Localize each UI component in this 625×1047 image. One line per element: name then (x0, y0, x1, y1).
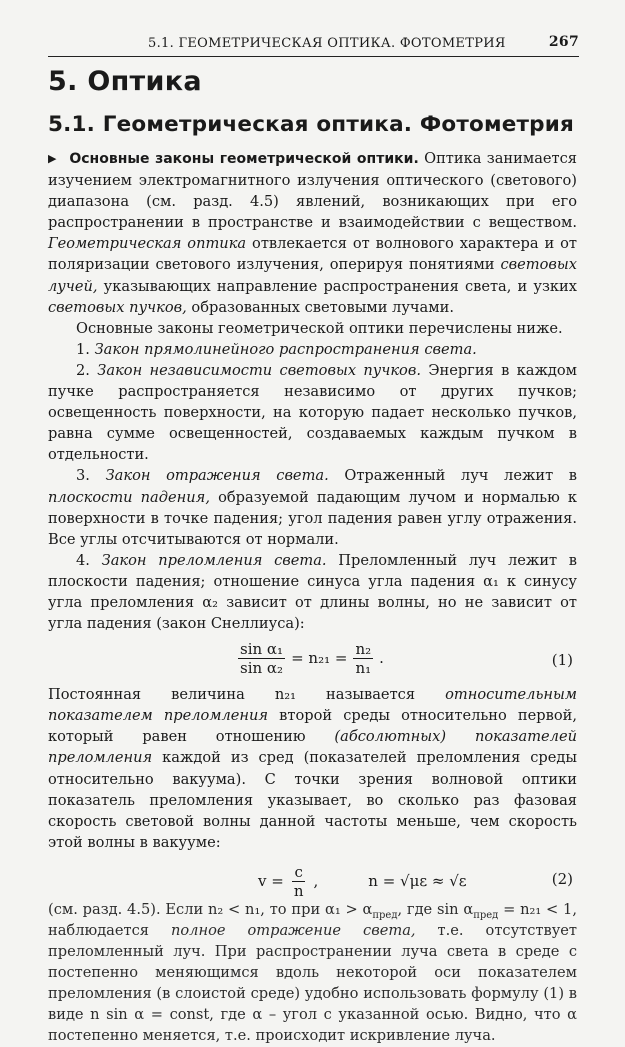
law-2-title: Закон независимости световых пучков. (97, 361, 421, 379)
final-text-c: = n₂₁ < 1, наблюдается (48, 900, 577, 939)
formula-2-denominator: n (293, 881, 304, 900)
intro-lead: Основные законы геометрической оптики. (69, 151, 419, 167)
intro-term-3: световых пучков, (48, 298, 187, 316)
law-2 (48, 360, 577, 465)
law-4-text: Преломленный луч лежит в плоскости падения; отношение синуса угла падения α₁ к синусу угла преломления α₂ зависит от длины волны, но не зависит от угла падения (закон Снеллиуса): (48, 551, 578, 633)
formula-1-denominator: sin α₂ (240, 659, 284, 678)
law-2-text: Энергия в каждом пучке распространяется независимо от других пучков; освещенность поверхности, на которую падает несколько пучков, равна сумме освещенностей, создаваемых каждым пучком в отдельности. (48, 361, 578, 464)
after-formula-1 (48, 684, 577, 853)
law-3-text: Отраженный луч лежит в (344, 467, 578, 485)
law-1-number: 1. (76, 340, 90, 358)
after-1-text: Постоянная величина n₂₁ называется (48, 686, 416, 704)
law-3-title: Закон отражения света. (105, 467, 329, 485)
intro-text-3: указывающих направление распространения света, и узких (103, 277, 578, 295)
law-1 (48, 339, 577, 360)
formula-1-end: . (379, 649, 384, 668)
final-text-2: т.е. отсутствует преломленный луч. При распространении луча света в среде с постепенно меняющимся вдоль некоторой оси показателем преломления (в слоистой среде) удобно использовать формулу (1) в виде n sin α = const, где α – угол с указанной осью. Видно, что α постепенно меняется, т.е. происходит искривление луча. (48, 922, 577, 1045)
triangle-bullet-icon: ▶ (48, 152, 57, 165)
chapter-title: 5. Оптика (48, 66, 202, 97)
intro-text: Оптика занимается изучением электромагнитного излучения оптического (светового) диапазона (см. разд. 4.5) явлений, возникающих при его распространении в пространстве и взаимодействии с веществом. (48, 150, 578, 232)
formula-1-middle: = n₂₁ = (291, 649, 348, 668)
law-3 (48, 465, 577, 549)
final-text-b: , где sin α (397, 900, 474, 918)
final-term: полное отражение света, (170, 922, 416, 939)
intro-paragraph (48, 148, 577, 318)
after-1-text-3: каждой из сред (показателей преломления среды относительно вакуума). С точки зрения волновой оптики показатель преломления указывает, во сколько раз фазовая скорость световой волны данной частоты меньше, чем скорость этой волны в вакууме: (48, 749, 577, 851)
final-text: (см. разд. 4.5). Если n₂ < n₁, то при α₁ > α (48, 900, 373, 918)
intro-text-4: образованных световыми лучами. (191, 298, 454, 316)
page-number: 267 (548, 34, 579, 50)
law-3-text-2: образуемой падающим лучом и нормалью к поверхности в точке падения; угол падения равен углу отражения. Все углы отсчитываются от нормали. (48, 488, 577, 548)
formula-1 (48, 638, 577, 682)
final-subscript-2: пред (473, 909, 499, 921)
formula-2-rhs: n = √με ≈ √ε (368, 871, 467, 890)
formula-2-comma: , (313, 871, 319, 890)
list-intro: Основные законы геометрической оптики перечислены ниже. (76, 319, 563, 337)
formula-2-label: (2) (551, 869, 573, 888)
law-4-title: Закон преломления света. (101, 551, 327, 569)
after-1-term: относительным показателем преломления (48, 686, 578, 725)
formula-1-denominator-2: n₁ (355, 659, 372, 678)
law-1-title: Закон прямолинейного распространения света. (94, 340, 477, 358)
section-title: 5.1. Геометрическая оптика. Фотометрия (48, 112, 575, 137)
law-4 (48, 550, 577, 634)
formula-1-label: (1) (551, 651, 573, 670)
final-subscript: пред (372, 909, 398, 921)
formula-1-fraction-left (238, 640, 285, 677)
after-1-term-2: (абсолютных) показателей преломления (48, 728, 578, 767)
formula-1-fraction-right (353, 640, 373, 677)
law-3-term: плоскости падения, (48, 488, 210, 506)
formula-1-numerator: sin α₁ (240, 640, 284, 659)
formula-1-numerator-2: n₂ (355, 640, 372, 659)
formula-2-numerator: c (294, 862, 303, 881)
intro-term: Геометрическая оптика (48, 235, 247, 253)
law-4-number: 4. (76, 551, 90, 569)
after-1-text-2: второй среды относительно первой, который равен отношению (48, 707, 578, 746)
law-3-number: 3. (76, 467, 90, 485)
law-2-number: 2. (76, 361, 90, 379)
formula-2 (48, 857, 577, 900)
final-paragraph (48, 899, 577, 1047)
running-head (48, 34, 579, 57)
formula-2-fraction (292, 863, 306, 900)
running-title: 5.1. ГЕОМЕТРИЧЕСКАЯ ОПТИКА. ФОТОМЕТРИЯ (148, 36, 506, 51)
page-body (48, 148, 577, 1047)
formula-2-lhs: v = (258, 871, 284, 890)
intro-text-2: отвлекается от волнового характера и от поляризации светового излучения, оперируя понятиями (48, 235, 578, 274)
intro-term-2: световых лучей, (48, 256, 578, 295)
